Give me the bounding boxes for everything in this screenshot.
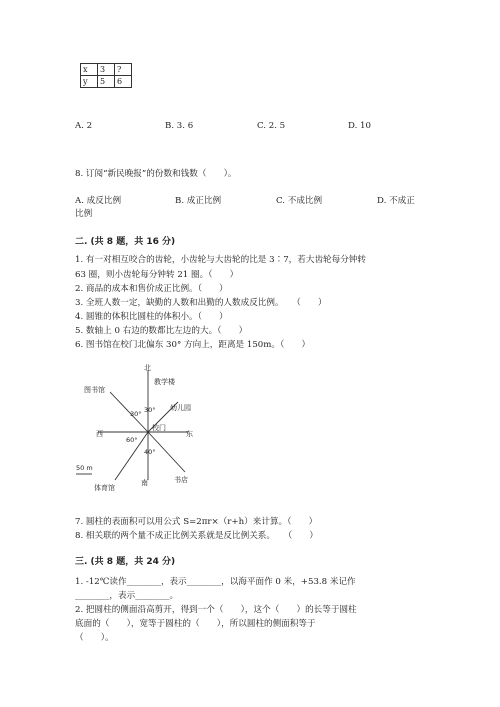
s2-q1-line1: 1. 有一对相互咬合的齿轮，小齿轮与大齿轮的比是 3∶7，若大齿轮每分钟转 xyxy=(75,255,367,265)
xy-table xyxy=(80,63,132,88)
option-d[interactable]: D. 10 xyxy=(348,121,371,131)
s3-q1-line1: 1. -12℃读作________，表示________，以海平面作 0 米，+53.8 米记作 xyxy=(75,577,356,587)
s2-q4: 4. 圆锥的体积比圆柱的体积小。（ ） xyxy=(75,312,228,322)
scale-label: 50 m xyxy=(76,464,93,472)
table-cell: x xyxy=(81,64,98,76)
angle-30-kindergarten: 30° xyxy=(144,406,156,414)
s2-q3: 3. 全班人数一定，缺勤的人数和出勤的人数成反比例。 （ ） xyxy=(75,298,327,308)
s2-q5: 5. 数轴上 0 右边的数都比左边的大。（ ） xyxy=(75,326,248,336)
s3-q2-line2: 底面的（ ），宽等于圆柱的（ ），所以圆柱的侧面积等于 xyxy=(75,619,316,629)
q8-option-d[interactable]: D. 不成正 xyxy=(377,196,415,206)
south-label: 南 xyxy=(141,479,148,487)
section-3-heading: 三. (共 8 题，共 24 分) xyxy=(75,557,176,567)
library-label: 图书馆 xyxy=(84,386,105,394)
table-cell: 6 xyxy=(115,76,132,88)
angle-60-label: 60° xyxy=(126,436,138,444)
table-row xyxy=(81,64,132,76)
option-b[interactable]: B. 3. 6 xyxy=(165,121,194,131)
q8-option-c[interactable]: C. 不成比例 xyxy=(276,196,323,206)
s3-q2-line1: 2. 把圆柱的侧面沿高剪开，得到一个（ ），这个（ ）的长等于圆柱 xyxy=(75,605,357,615)
table-cell: y xyxy=(81,76,98,88)
bookstore-label: 书店 xyxy=(174,476,188,484)
q8-option-d-wrap: 比例 xyxy=(75,209,93,219)
table-cell: ? xyxy=(115,64,132,76)
s2-q6: 6. 图书馆在校门北偏东 30° 方向上，距离是 150m。（ ） xyxy=(75,340,311,350)
table-cell: 3 xyxy=(98,64,115,76)
question-8-stem: 8. 订阅“新民晚报”的份数和钱数（ ）。 xyxy=(75,169,237,179)
q8-option-b[interactable]: B. 成正比例 xyxy=(175,196,222,206)
north-label: 北 xyxy=(144,364,151,372)
gym-label: 体育馆 xyxy=(94,484,115,492)
option-a[interactable]: A. 2 xyxy=(75,121,93,131)
s2-q2: 2. 商品的成本和售价成正比例。（ ） xyxy=(75,284,228,294)
s2-q7: 7. 圆柱的表面积可以用公式 S=2πr×（r+h）来计算。（ ） xyxy=(75,517,318,527)
west-label: 西 xyxy=(96,430,103,438)
s2-q1-line2: 63 圈，则小齿轮每分钟转 21 圈。（ ） xyxy=(75,270,239,280)
path-to-library xyxy=(110,392,148,432)
s2-q8: 8. 相关联的两个量不成正比例关系就是反比例关系。 （ ） xyxy=(75,531,318,541)
angle-40-label: 40° xyxy=(144,448,156,456)
teaching-building-label: 教学楼 xyxy=(154,378,175,386)
table-cell: 5 xyxy=(98,76,115,88)
q8-option-a[interactable]: A. 成反比例 xyxy=(75,196,122,206)
option-c[interactable]: C. 2. 5 xyxy=(257,121,286,131)
kindergarten-label: 幼儿园 xyxy=(170,404,191,412)
table-row xyxy=(81,76,132,88)
angle-30-library: 30° xyxy=(130,410,142,418)
s3-q1-line2: ________，表示________。 xyxy=(75,591,179,601)
campus-direction-map xyxy=(70,362,220,492)
gate-label: 校门 xyxy=(152,424,166,432)
section-2-heading: 二. (共 8 题，共 16 分) xyxy=(75,237,176,247)
s3-q2-line3: （ ）。 xyxy=(75,633,114,643)
east-label: 东 xyxy=(186,430,193,438)
